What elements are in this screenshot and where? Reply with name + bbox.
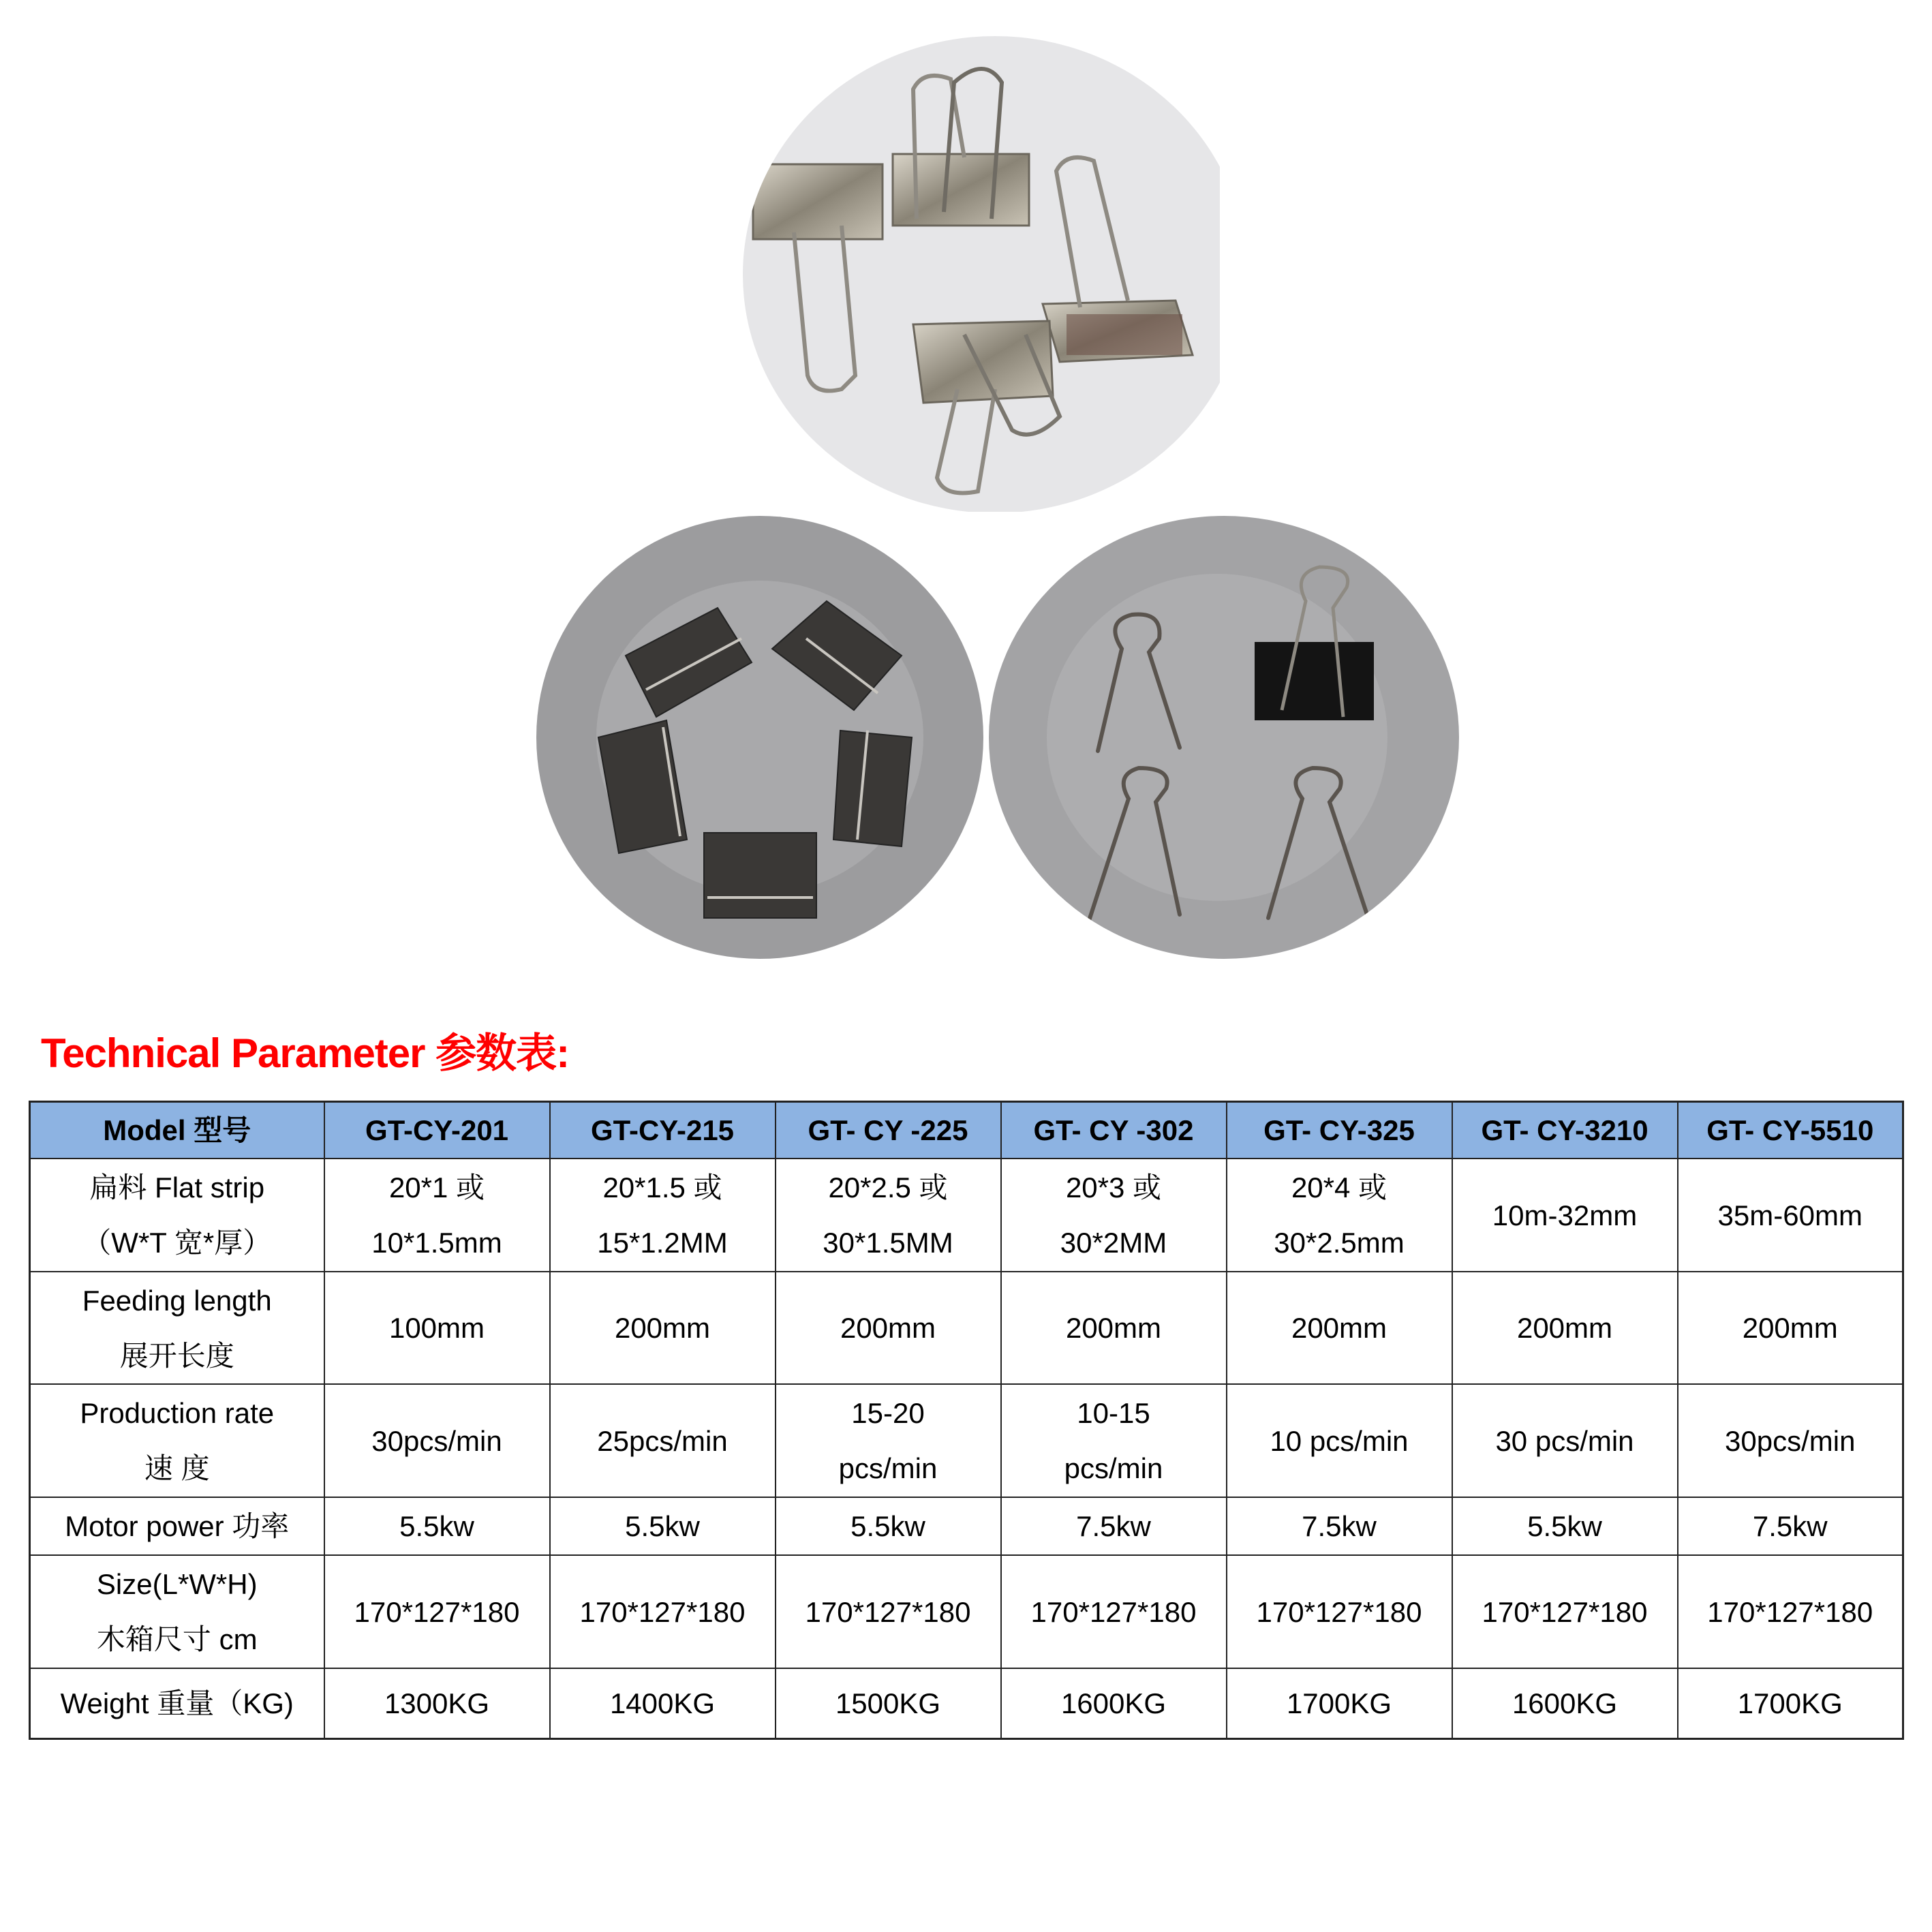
table-cell: 170*127*180 [1678, 1555, 1903, 1668]
product-photo-wire-handles [985, 512, 1467, 959]
table-row-production-rate [30, 1384, 1903, 1497]
row-label: Motor power 功率 [30, 1497, 324, 1555]
table-cell: 5.5kw [776, 1497, 1001, 1555]
table-row-size [30, 1555, 1903, 1668]
binder-clips-image [739, 35, 1220, 512]
table-row-feeding-length [30, 1272, 1903, 1384]
row-label: Production rate 速 度 [30, 1384, 324, 1497]
table-cell: 1500KG [776, 1668, 1001, 1738]
table-cell: 15-20 pcs/min [776, 1384, 1001, 1497]
table-cell: 7.5kw [1227, 1497, 1452, 1555]
technical-parameter-table [29, 1101, 1904, 1740]
table-cell: 20*1.5 或 15*1.2MM [550, 1159, 776, 1272]
row-label: 扁料 Flat strip （W*T 宽*厚） [30, 1159, 324, 1272]
table-cell: 10-15 pcs/min [1001, 1384, 1227, 1497]
table-cell: 20*3 或 30*2MM [1001, 1159, 1227, 1272]
table-cell: 20*4 或 30*2.5mm [1227, 1159, 1452, 1272]
table-cell: 200mm [1678, 1272, 1903, 1384]
table-cell: 5.5kw [1452, 1497, 1678, 1555]
table-cell: 30pcs/min [324, 1384, 550, 1497]
table-row-motor-power [30, 1497, 1903, 1555]
table-cell: 200mm [776, 1272, 1001, 1384]
header-model: GT- CY-325 [1227, 1102, 1452, 1159]
table-row-weight [30, 1668, 1903, 1738]
row-label: Size(L*W*H) 木箱尺寸 cm [30, 1555, 324, 1668]
table-cell: 1700KG [1678, 1668, 1903, 1738]
table-cell: 170*127*180 [1001, 1555, 1227, 1668]
table-cell: 30pcs/min [1678, 1384, 1903, 1497]
table-cell: 10 pcs/min [1227, 1384, 1452, 1497]
table-cell: 5.5kw [324, 1497, 550, 1555]
table-cell: 170*127*180 [324, 1555, 550, 1668]
table-cell: 30 pcs/min [1452, 1384, 1678, 1497]
table-cell: 10m-32mm [1452, 1159, 1678, 1272]
wire-handles-image [985, 512, 1467, 959]
table-cell: 200mm [1452, 1272, 1678, 1384]
header-model: GT-CY-201 [324, 1102, 550, 1159]
table-cell: 1400KG [550, 1668, 776, 1738]
row-label: Feeding length 展开长度 [30, 1272, 324, 1384]
product-photo-assembled-clips [739, 35, 1220, 512]
header-model: GT- CY-5510 [1678, 1102, 1903, 1159]
table-cell: 170*127*180 [1227, 1555, 1452, 1668]
table-cell: 1300KG [324, 1668, 550, 1738]
table-cell: 1600KG [1001, 1668, 1227, 1738]
table-cell: 20*2.5 或 30*1.5MM [776, 1159, 1001, 1272]
header-model: GT- CY -302 [1001, 1102, 1227, 1159]
table-cell: 170*127*180 [776, 1555, 1001, 1668]
table-cell: 170*127*180 [1452, 1555, 1678, 1668]
table-cell: 35m-60mm [1678, 1159, 1903, 1272]
header-model: GT-CY-215 [550, 1102, 776, 1159]
table-cell: 100mm [324, 1272, 550, 1384]
row-label: Weight 重量（KG) [30, 1668, 324, 1738]
header-model: GT- CY-3210 [1452, 1102, 1678, 1159]
table-cell: 25pcs/min [550, 1384, 776, 1497]
table-cell: 1600KG [1452, 1668, 1678, 1738]
table-cell: 7.5kw [1001, 1497, 1227, 1555]
table-cell: 200mm [550, 1272, 776, 1384]
table-cell: 170*127*180 [550, 1555, 776, 1668]
table-cell: 7.5kw [1678, 1497, 1903, 1555]
header-label-model: Model 型号 [30, 1102, 324, 1159]
table-header-row [30, 1102, 1903, 1159]
clip-bodies-image [534, 512, 985, 959]
table-cell: 200mm [1001, 1272, 1227, 1384]
header-model: GT- CY -225 [776, 1102, 1001, 1159]
table-cell: 200mm [1227, 1272, 1452, 1384]
table-cell: 20*1 或 10*1.5mm [324, 1159, 550, 1272]
table-cell: 5.5kw [550, 1497, 776, 1555]
table-row-flat-strip [30, 1159, 1903, 1272]
product-photo-clip-bodies [534, 512, 985, 959]
table-cell: 1700KG [1227, 1668, 1452, 1738]
section-title: Technical Parameter 参数表: [41, 1030, 570, 1076]
